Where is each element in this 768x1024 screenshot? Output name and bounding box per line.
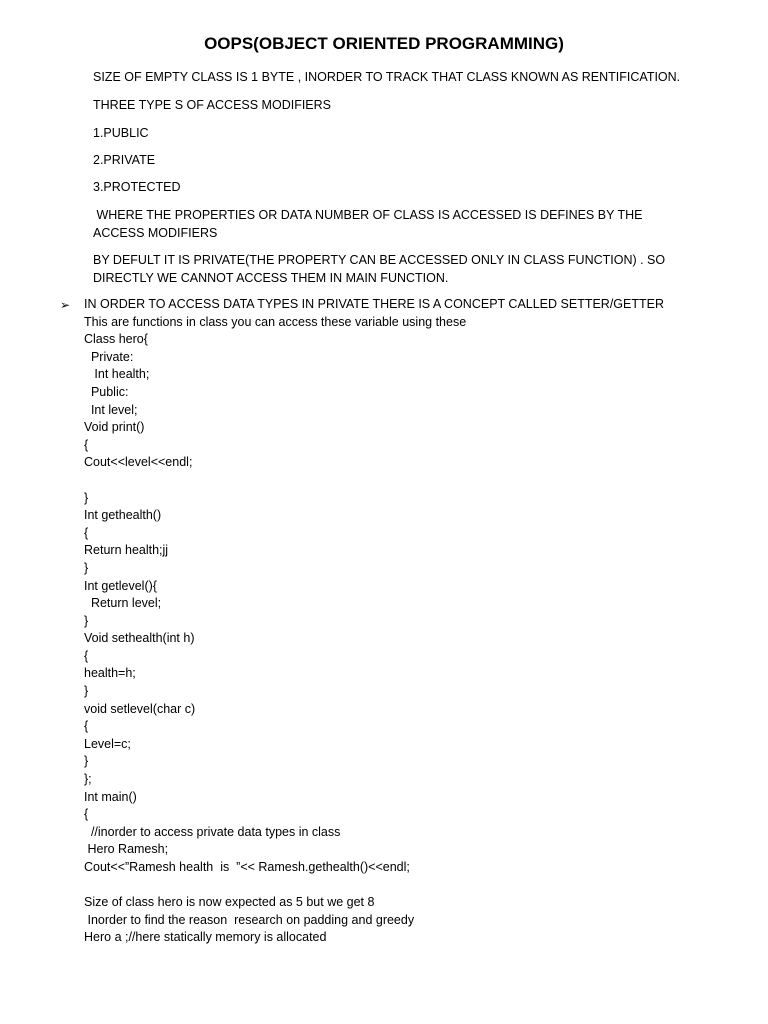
- code-line: }: [84, 684, 89, 699]
- code-line: Int level;: [84, 402, 138, 417]
- code-line: {: [84, 437, 89, 452]
- code-line: Int gethealth(): [84, 508, 162, 523]
- code-line: };: [84, 772, 92, 787]
- code-line: Int getlevel(){: [84, 578, 157, 593]
- list-item-public: 1.PUBLIC: [93, 126, 149, 140]
- code-block: [84, 296, 664, 947]
- list-item-protected: 3.PROTECTED: [93, 180, 181, 194]
- code-line: IN ORDER TO ACCESS DATA TYPES IN PRIVATE THERE IS A CONCEPT CALLED SETTER/GETTER: [84, 297, 664, 311]
- paragraph-default-private: BY DEFULT IT IS PRIVATE(THE PROPERTY CAN BE ACCESSED ONLY IN CLASS FUNCTION) . SO DIRECTLY WE CANNOT ACCESS THEM IN MAIN FUNCTION.: [93, 253, 666, 285]
- code-line: Hero a ;//here statically memory is allocated: [84, 930, 327, 945]
- code-line: health=h;: [84, 666, 136, 681]
- code-line: {: [84, 648, 89, 663]
- code-line: Private:: [84, 349, 134, 364]
- code-line: [84, 472, 664, 490]
- list-item-private: 2.PRIVATE: [93, 153, 156, 167]
- code-line: Cout<<level<<endl;: [84, 455, 193, 470]
- code-line: Return health;jj: [84, 543, 169, 558]
- code-line: Int health;: [84, 367, 150, 382]
- code-line: [84, 877, 664, 895]
- code-line: }: [84, 560, 89, 575]
- code-line: //inorder to access private data types in class: [84, 824, 341, 839]
- code-line: Hero Ramesh;: [84, 842, 169, 857]
- code-line: Return level;: [84, 596, 162, 611]
- code-line: Public:: [84, 384, 129, 399]
- code-line: Void print(): [84, 420, 145, 435]
- code-line: This are functions in class you can access these variable using these: [84, 314, 467, 329]
- paragraph-empty-class-size: SIZE OF EMPTY CLASS IS 1 BYTE , INORDER TO TRACK THAT CLASS KNOWN AS RENTIFICATION.: [93, 70, 681, 84]
- code-line: }: [84, 490, 89, 505]
- arrow-bullet-icon: ➢: [60, 298, 71, 312]
- code-line: Size of class hero is now expected as 5 but we get 8: [84, 895, 375, 910]
- page-title: OOPS(OBJECT ORIENTED PROGRAMMING): [204, 34, 564, 53]
- code-line: Void sethealth(int h): [84, 631, 195, 646]
- paragraph-access-definition: WHERE THE PROPERTIES OR DATA NUMBER OF CLASS IS ACCESSED IS DEFINES BY THE ACCESS MODIFIERS: [93, 208, 646, 240]
- code-line: }: [84, 613, 89, 628]
- code-line: Inorder to find the reason research on padding and greedy: [84, 912, 415, 927]
- code-line: {: [84, 807, 89, 822]
- code-line: {: [84, 719, 89, 734]
- code-line: Level=c;: [84, 736, 131, 751]
- code-line: }: [84, 754, 89, 769]
- code-line: Cout<<”Ramesh health is ”<< Ramesh.gethealth()<<endl;: [84, 860, 410, 874]
- code-line: Int main(): [84, 789, 137, 804]
- paragraph-access-modifiers-heading: THREE TYPE S OF ACCESS MODIFIERS: [93, 98, 332, 112]
- code-line: Class hero{: [84, 332, 148, 347]
- code-line: void setlevel(char c): [84, 701, 196, 716]
- code-line: {: [84, 525, 89, 540]
